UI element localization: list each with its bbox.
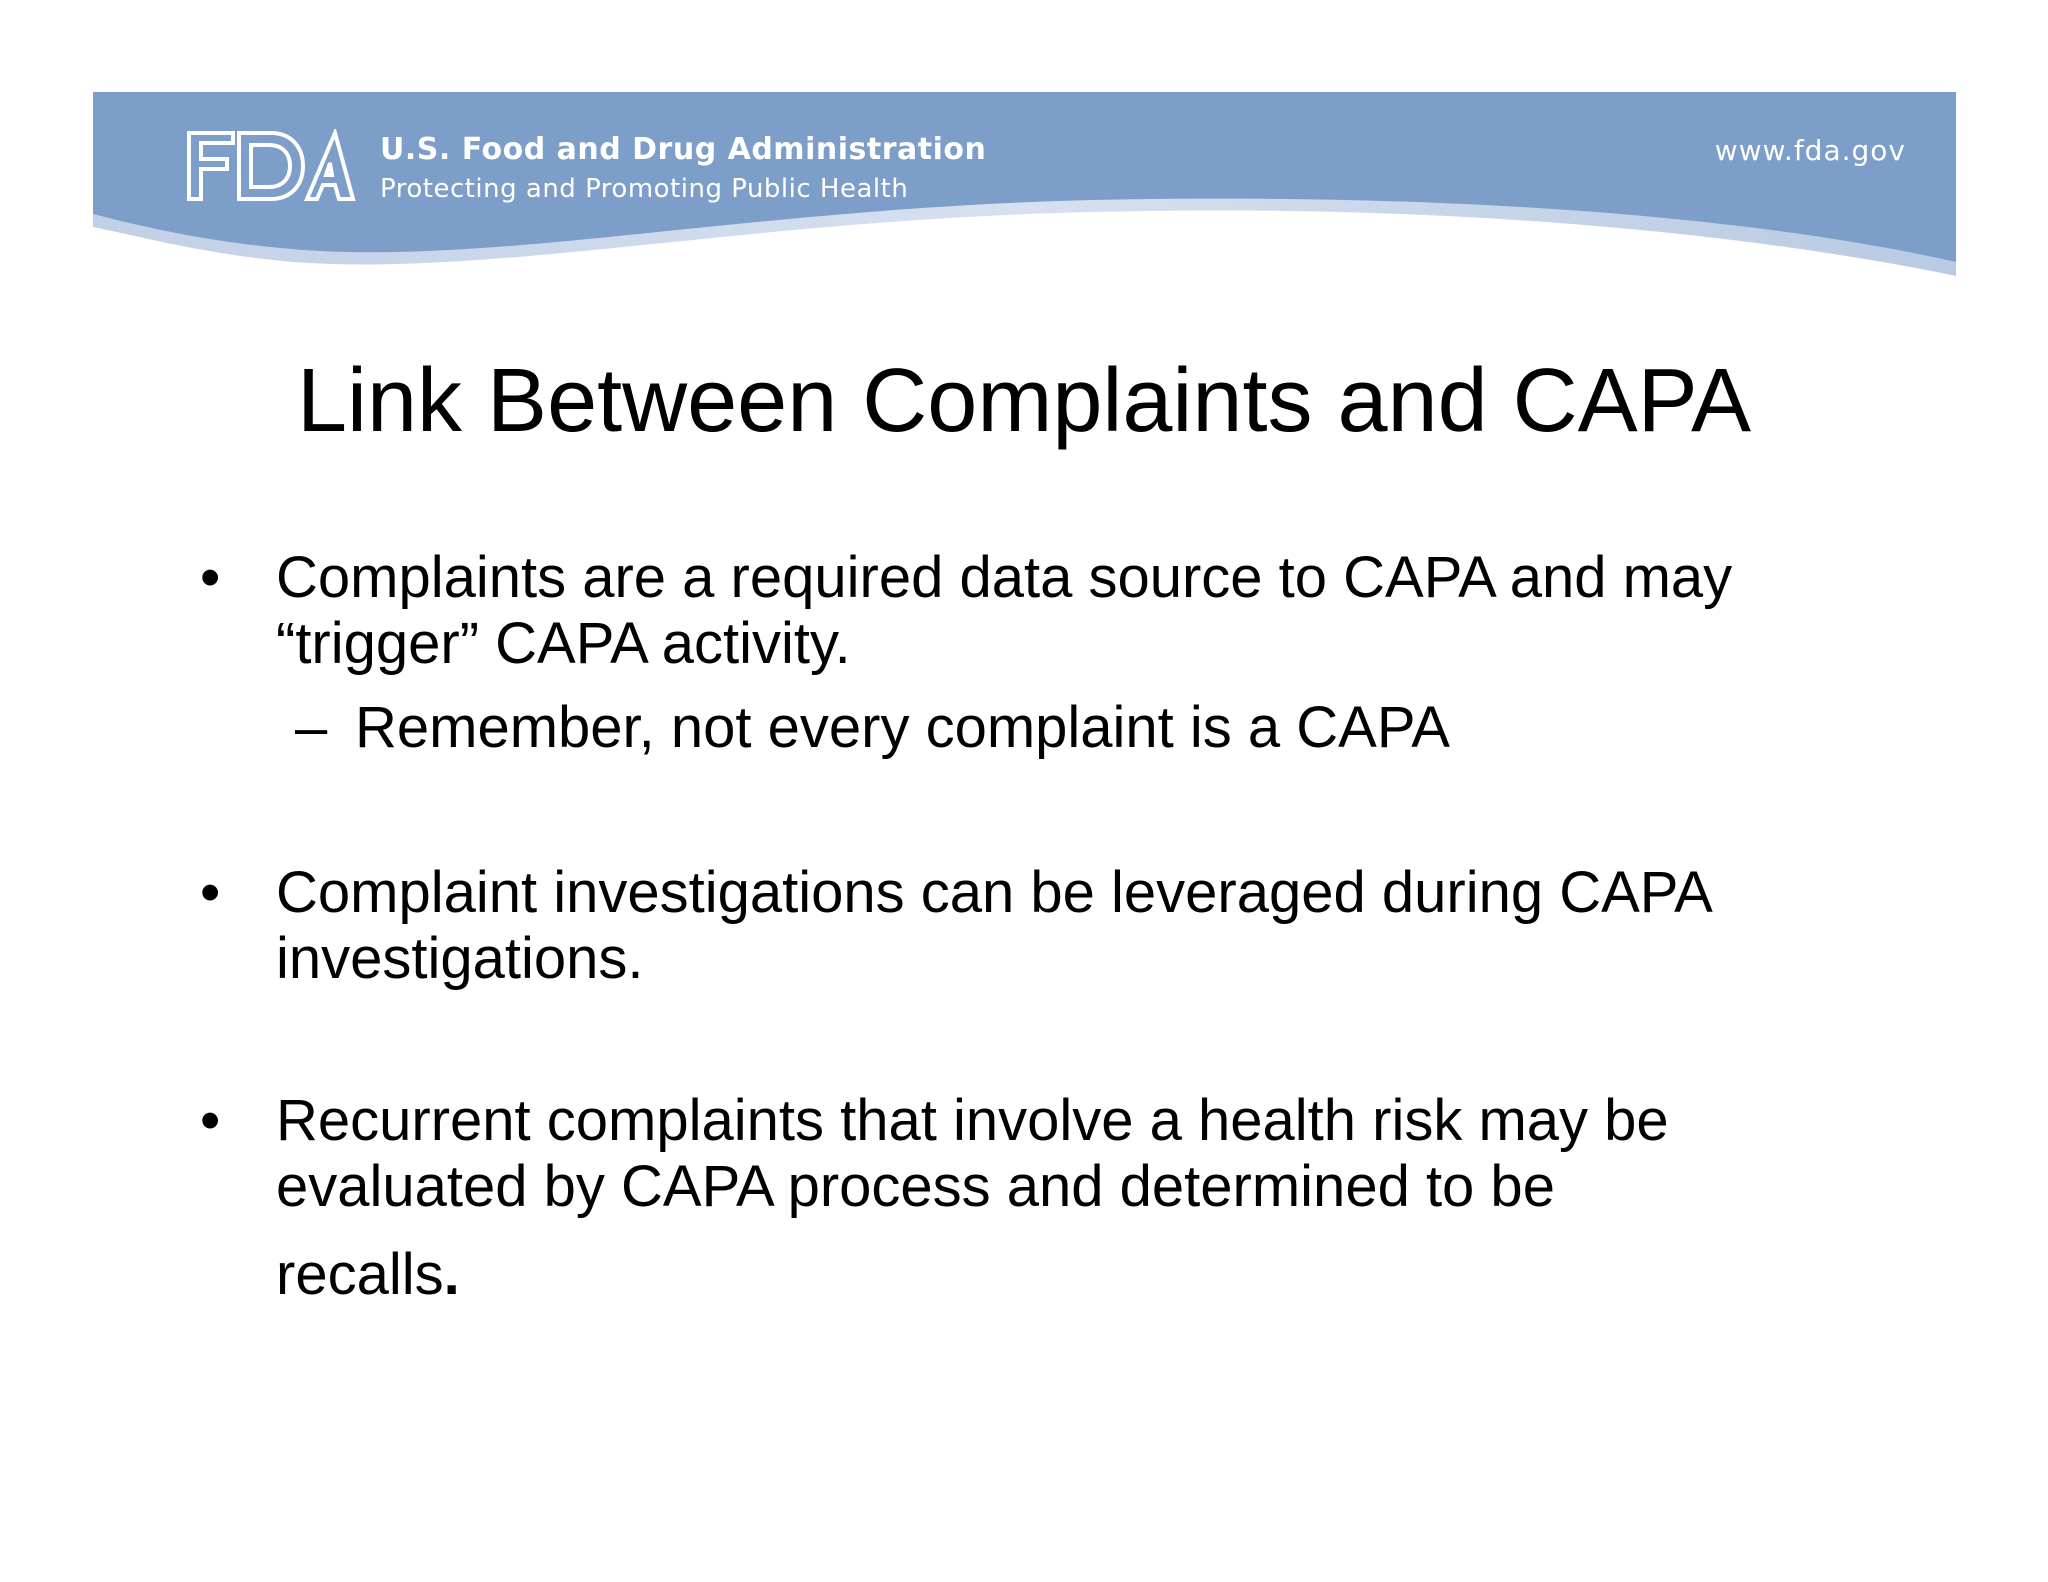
sub-bullet-text: Remember, not every complaint is a CAPA <box>355 695 1450 760</box>
site-url[interactable]: www.fda.gov <box>1714 134 1906 167</box>
bullet-text: Recurrent complaints that involve a health risk may be evaluated by CAPA process and determined to be <box>276 1088 1669 1219</box>
bullet-text-end-punct: . <box>443 1242 460 1307</box>
fda-logo-icon <box>185 129 357 203</box>
bullet-marker: • <box>200 860 221 925</box>
bullet-text: Complaints are a required data source to CAPA and may “trigger” CAPA activity. <box>276 545 1733 676</box>
bullet-text-block <box>276 1088 1896 1308</box>
bullet-marker: • <box>200 1088 221 1153</box>
bullet-text-end-word: recalls <box>276 1242 444 1307</box>
bullet-text-end <box>276 1242 1896 1308</box>
sub-bullet-marker: – <box>295 695 328 760</box>
bullet-marker: • <box>200 545 221 610</box>
agency-tagline: Protecting and Promoting Public Health <box>380 174 909 204</box>
bullet-text: Complaint investigations can be leveraged during CAPA investigations. <box>276 860 1710 991</box>
banner-background <box>93 92 1956 292</box>
agency-name: U.S. Food and Drug Administration <box>380 132 987 167</box>
slide-title: Link Between Complaints and CAPA <box>296 351 1752 451</box>
header-banner <box>93 92 1956 292</box>
